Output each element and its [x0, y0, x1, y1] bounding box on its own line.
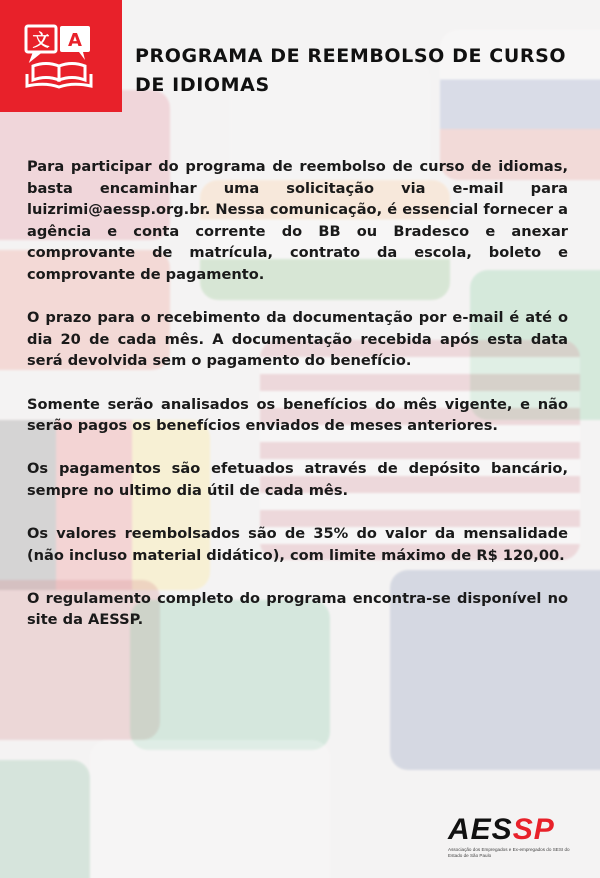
aessp-logo: [448, 815, 578, 858]
logo-wordmark: AESSP: [448, 813, 555, 846]
paragraph-regulation: O regulamento completo do programa encontra-se disponível no site da AESSP.: [27, 589, 568, 629]
svg-text:文: 文: [32, 31, 50, 51]
paragraph-deadline: O prazo para o recebimento da documentação por e-mail é até o dia 20 de cada mês. A documentação recebida após esta data será devolvida sem o pagamento do benefício.: [27, 309, 568, 370]
svg-text:A: A: [68, 30, 82, 51]
logo-tagline: Associação dos Empregados e Ex-empregados do SESI do Estado de São Paulo: [448, 847, 570, 858]
paragraph-current-month: Somente serão analisados os benefícios do mês vigente, e não serão pagos os benefícios enviados de meses anteriores.: [27, 395, 568, 435]
paragraph-how-to-participate: Para participar do programa de reembolso de curso de idiomas, basta encaminhar uma solicitação via e-mail para luizrimi@aessp.org.br. Nessa comunicação, é essencial fornecer a agência e conta corrente do BB ou Bradesco e anexar comprovante de matrícula, contrato da escola, boleto e comprovante de pagamento.: [27, 158, 568, 283]
paragraph-payment: Os pagamentos são efetuados através de depósito bancário, sempre no ultimo dia útil de cada mês.: [27, 460, 568, 499]
page-title: PROGRAMA DE REEMBOLSO DE CURSO DE IDIOMAS: [135, 45, 567, 96]
body-text: [27, 156, 568, 653]
translation-book-icon: [19, 22, 103, 90]
paragraph-reimbursement-values: Os valores reembolsados são de 35% do valor da mensalidade (não incluso material didático), com limite máximo de R$ 120,00.: [27, 525, 568, 564]
language-icon-box: [0, 0, 122, 112]
